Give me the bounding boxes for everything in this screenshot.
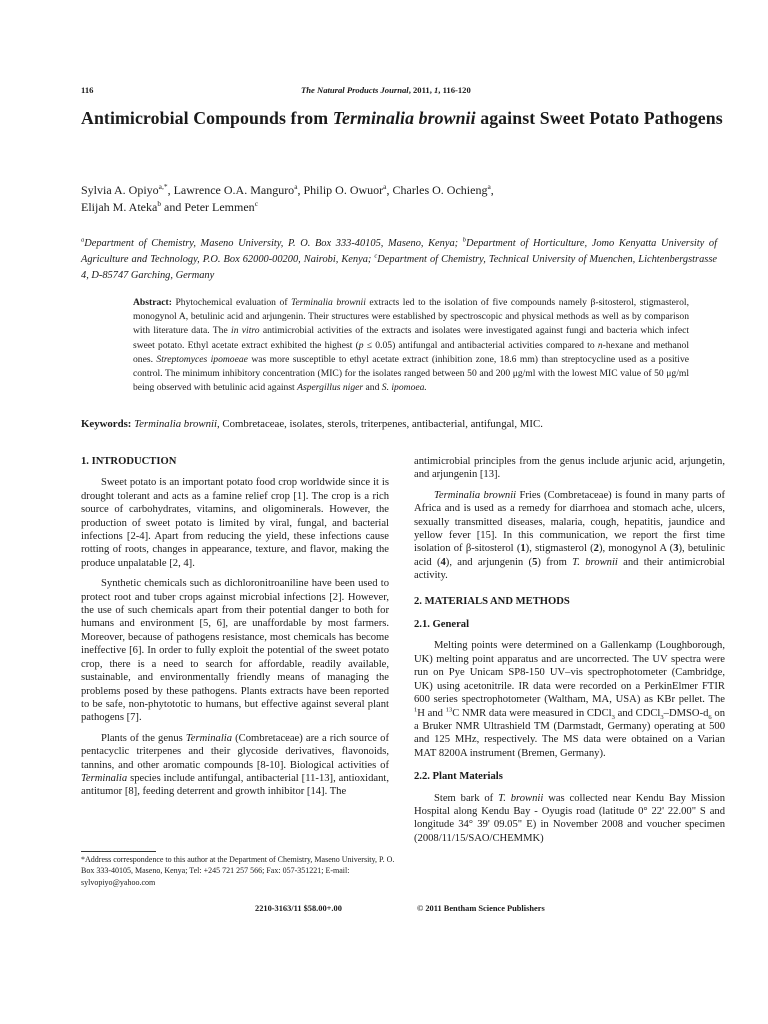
abstract: Abstract: Phytochemical evaluation of Terminalia brownii extracts led to the isolation of five compounds namely β-sitosterol, stigmasterol, monogynol A, betulinic acid and arjungenin. Their structures were established by spectroscopic and physical methods as well as by comparison with literature data. The in vitro antimicrobial activities of the extracts and isolates were investigated against fungi and bacteria which infect sweet potato. Ethyl acetate extract exhibited the highest (p ≤ 0.05) antifungal and antibacterial activities compared to n-hexane and methanol ones. Streptomyces ipomoeae was more susceptible to ethyl acetate extract (inhibition zone, 18.6 mm) than streptocycline used as a positive control. The minimum inhibitory concentration (MIC) for the isolates ranged between 50 and 200 μg/ml with the lowest MIC value of 50 μg/ml being observed with betulinic acid against Aspergillus niger and S. ipomoea. [133,297,689,394]
author-list: Sylvia A. Opiyo$^{a,*}$, Lawrence O.A. Manguro$^a$, Philip O. Owuor$^a$, Charles O. Ochieng$^a$, Elijah M. Ateka$^b$ and Peter Lemmen$^c$ [81,182,494,214]
running-header [81,85,726,99]
paragraph: Stem bark of T. brownii was collected near Kendu Bay Mission Hospital along Kendu Bay - Oyugis road (latitude 0° 22' 22.00" S and longitude 34° 39' 09.05" E) in November 2008 and voucher specimen (2008/11/15/SAO/CHEMMK) [414,792,726,844]
affiliations: $^a$Department of Chemistry, Maseno University, P. O. Box 333-40105, Maseno, Kenya; $^b$Department of Horticulture, Jomo Kenyatta University of Agriculture and Technology, P.O. Box 62000-00200, Nairobi, Kenya; $^c$Department of Chemistry, Technical University of Muenchen, Lichtenbergstrasse 4, D-85747 Garching, Germany [81,236,717,281]
paragraph: Synthetic chemicals such as dichloronitroaniline have been used to protect root and tuber crops against microbial infections [2]. However, the use of such chemicals apart from their potential danger to both for humans and environment [5, 6], are unaffordable by most farmers. Moreover, because of pathogens resistance, most chemicals has become ineffective [6]. In order to fully exploit the potential of the sweet potato crop, there is a need to search for affordable, readily available, sustainable, and environmentally friendly means of managing the problems posed by these pathogens. Plants extracts have been reported to be safe, non-phytototic to humans, but effective against several plant pathogens [7]. [81,578,389,724]
right-column [414,455,725,852]
section-heading-methods: 2. MATERIALS AND METHODS [414,595,570,607]
paragraph: antimicrobial principles from the genus include arjunic acid, arjungetin, and arjungenin [13]. [414,456,725,481]
journal-citation: The Natural Products Journal, 2011, 1, 116-120 [301,85,471,95]
footnote-divider [81,851,156,852]
author: Sylvia A. Opiyo [81,183,159,197]
correspondence-footnote: *Address correspondence to this author at the Department of Chemistry, Maseno University, P. O. Box 333-40105, Maseno, Kenya; Tel: +245 721 257 566; Fax: 057-351221; E-mail: sylvopiyo@yahoo.com [81,855,395,887]
page-number: 116 [81,85,94,95]
section-heading-introduction: 1. INTRODUCTION [81,456,177,467]
author: Elijah M. Ateka [81,200,158,214]
journal-name: The Natural Products Journal [301,85,409,95]
keywords-label: Keywords: [81,418,132,430]
copyright: © 2011 Bentham Science Publishers [417,904,545,913]
subsection-heading-plant-materials: 2.2. Plant Materials [414,771,503,783]
author: , Lawrence O.A. Manguro [167,183,295,197]
paragraph: Melting points were determined on a Gallenkamp (Loughborough, UK) melting point apparatus and are uncorrected. The UV spectra were run on Pye Unicam SP8-150 UV–vis spectrophotometer (Cambridge, UK) using acetonitrile. IR data were recorded on a PerkinElmer FTIR 600 series spectrophotometer (Waltham, MA, USA) as KBr pellet. The $^1$H and $^{13}$C NMR data were measured in CDCl$_3$ and $CDCl_3-DMSO-d_6$ on a Bruker NMR Ultrashield TM (Darmstadt, Germany) operating at 500 and 125 MHz, respectively. The MS data were obtained on a Varian MAT 8200A instrument (Bremen, Germany). [414,640,725,759]
paragraph: Terminalia brownii Fries (Combretaceae) is found in many parts of Africa and is used as a remedy for diarrhoea and stomach ache, ulcers, sexually transmitted diseases, malaria, cough, hepatitis, jaundice and yellow fever [15]. In this communication, we report the first time isolation of β-sitosterol (1), stigmasterol (2), monogynol A (3), betulinic acid (4), and arjungenin (5) from T. brownii and their antimicrobial activity. [414,489,725,582]
author: and Peter Lemmen [161,200,255,214]
keywords: Keywords: Terminalia brownii, Combretaceae, isolates, sterols, triterpenes, antibacterial, antifungal, MIC. [81,418,543,430]
paper-title: Antimicrobial Compounds from Terminalia brownii against Sweet Potato Pathogens [81,108,723,128]
left-column [81,455,389,806]
journal-volume: 1 [434,85,439,95]
abstract-label: Abstract: [133,297,172,308]
author: , Philip O. Owuor [297,183,384,197]
paragraph: Sweet potato is an important potato food crop worldwide since it is drought tolerant and acts as a famine relief crop [1]. The crop is a rich source of carbohydrates, vitamins, and oligominerals. However, the production of sweet potato is limited by viral, fungal, and bacterial infections [2-4]. Apart from reducing the yield, these infections cause rotting of roots, changes in appearance, texture, and flavor, making the produce unpalatable [2, 4]. [81,477,389,569]
author: , Charles O. Ochieng [386,183,488,197]
subsection-heading-general: 2.1. General [414,619,470,631]
issn-price: 2210-3163/11 $58.00+.00 [255,904,342,913]
paragraph: Plants of the genus Terminalia (Combretaceae) are a rich source of pentacyclic triterpenes and their glycoside derivatives, flavonoids, tannins, and other aromatic compounds [8-10]. Biological activities of Terminalia species include antifungal, antibacterial [11-13], antioxidant, antitumor [8], feeding deterrent and growth inhibitor [14]. The [81,732,389,798]
